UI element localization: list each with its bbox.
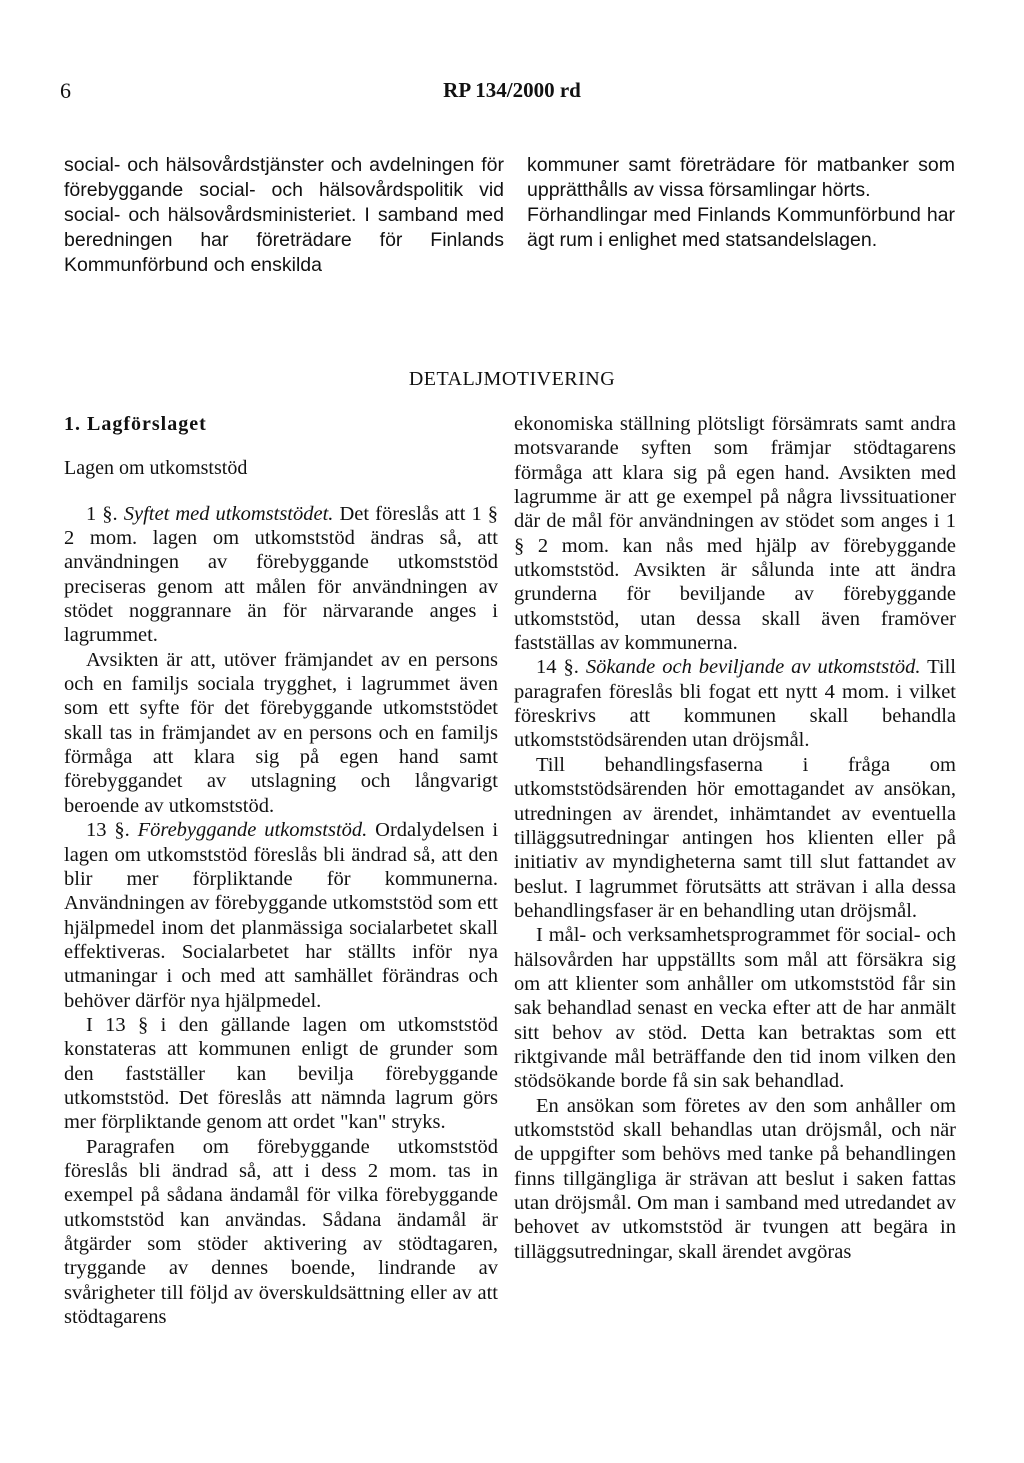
section-text-14: Till paragrafen föreslås bli fogat ett nytt 4 mom. i vilket föreskrivs att kommunen skall behandla utkomststödsärenden utan dröjsmål. <box>514 656 956 752</box>
paragraph-section-13 <box>64 818 498 1013</box>
paragraph-purposes: Paragrafen om förebyggande utkomststöd föreslås bli ändrad så, att i dess 2 mom. tas in exempel på sådana ändamål för vilka förebyggande utkomststöd kan användas. Sådana ändamål är åtgärder som stöder aktivering av stödtagaren, tryggande av dennes boende, lindrande av svårigheter till följd av överskuldsättning eller av att stödtagarens <box>64 1135 498 1329</box>
paragraph-application: En ansökan som företes av den som anhåller om utkomststöd skall behandlas utan dröjsmål, och när de uppgifter som behövs med tanke på behandlingen finns tillgängliga är strävan att beslut i saken fattas utan dröjsmål. Om man i samband med utredandet av behovet av utkomststöd är tvungen att begära in tilläggsutredningar, skall ärendet avgöras <box>514 1094 956 1263</box>
section-text-13: Ordalydelsen i lagen om utkomststöd föreslås bli ändrad så, att den blir mer förpliktande för kommunerna. Användningen av förebyggande utkomststöd som ett hjälpmedel inom det planmässiga socialarbetet skall effektiveras. Socialarbetet har ställts inför nya utmaningar i och med att samhället förändras och behöver därför nya hjälpmedel. <box>64 819 499 1012</box>
running-head: RP 134/2000 rd <box>443 78 581 102</box>
paragraph-continued: ekonomiska ställning plötsligt försämrats samt andra motsvarande syften som främjar stödtagarens förmåga att klara sig på egen hand. Avsikten med lagrumme är att ge exempel på några livssituationer där de mål för användningen av stödet som anges i 1 § 2 mom. kan nås med hjälp av förebyggande utkomststöd. Avsikten är sålunda inte att ändra grunderna för beviljande av förebyggande utkomststöd, utan dessa skall även framöver fastställas av kommunerna. <box>514 413 956 655</box>
section-title-13: Förebyggande utkomststöd. <box>137 819 368 842</box>
heading-number: 1. <box>64 413 81 435</box>
page-number: 6 <box>60 78 71 103</box>
subheading-law: Lagen om utkomststöd <box>64 457 248 480</box>
paragraph-section-14 <box>514 655 956 752</box>
section-mark-13: 13 §. <box>86 819 130 842</box>
intro-right-column <box>527 153 955 253</box>
heading-text: Lagförslaget <box>87 413 207 435</box>
paragraph-current-law: I 13 § i den gällande lagen om utkomststöd konstateras att kommunen enligt de grunder som den fastställer kan bevilja förebyggande utkomststöd. Det föreslås att nämnda lagrum görs mer förpliktande genom att ordet "kan" stryks. <box>64 1013 498 1134</box>
intro-left-column <box>64 153 504 278</box>
section-heading <box>64 412 498 436</box>
right-column <box>514 412 956 1264</box>
section-title-14: Sökande och beviljande av utkomststöd. <box>585 656 921 679</box>
paragraph-purpose: Avsikten är att, utöver främjandet av en persons och en familjs sociala trygghet, i lagrummet även som ett syfte för det förebyggande utkomststödet skall tas in främjandet av en persons och en familjs förmåga att klara sig på egen hand samt förebyggandet av utslagning och långvarigt beroende av utkomststöd. <box>64 648 498 817</box>
paragraph-phases: Till behandlingsfaserna i fråga om utkomststödsärenden hör emottagandet av ansökan, utredningen av ärendet, inhämtandet av eventuella tilläggsutredningar antingen hos klienten eller på initiativ av myndigheterna samt till slut fattandet av beslut. I lagrummet förutsätts att strävan i alla dessa behandlingsfaser är en behandling utan dröjsmål. <box>514 753 956 922</box>
section-title-1: Syftet med utkomststödet. <box>123 502 334 525</box>
section-mark-1: 1 §. <box>86 502 118 525</box>
section-mark-14: 14 §. <box>536 656 579 679</box>
left-column <box>64 412 498 1329</box>
intro-right-paragraph-2: Förhandlingar med Finlands Kommunförbund har ägt rum i enlighet med statsandelslagen. <box>527 204 955 251</box>
intro-left-paragraph: social- och hälsovårdstjänster och avdelningen för förebyggande social- och hälsovårdspolitik vid social- och hälsovårdsministeriet. I samband med beredningen har företrädare för Finlands Kommunförbund och enskilda <box>64 154 504 276</box>
paragraph-program: I mål- och verksamhetsprogrammet för social- och hälsovården har uppställts som mål att försäkra sig om att klienter som anhåller om utkomststöd får sin sak behandlad senast en vecka efter att de har anmält sitt behov av stöd. Detta kan betraktas som ett riktgivande mål beträffande den tid inom vilken den stödsökande borde få sin sak behandlad. <box>514 924 956 1093</box>
section-title: DETALJMOTIVERING <box>408 368 616 390</box>
paragraph-section-1 <box>64 502 498 648</box>
section-text-1: Det föreslås att 1 § 2 mom. lagen om utkomststöd ändras så, att användningen av förebyggande utkomststöd preciseras genom att målen för användningen av stödet noggrannare än för närvarande anges i lagrummet. <box>64 502 499 647</box>
intro-right-paragraph-1: kommuner samt företrädare för matbanker som upprätthålls av vissa församlingar hörts. <box>527 154 955 201</box>
